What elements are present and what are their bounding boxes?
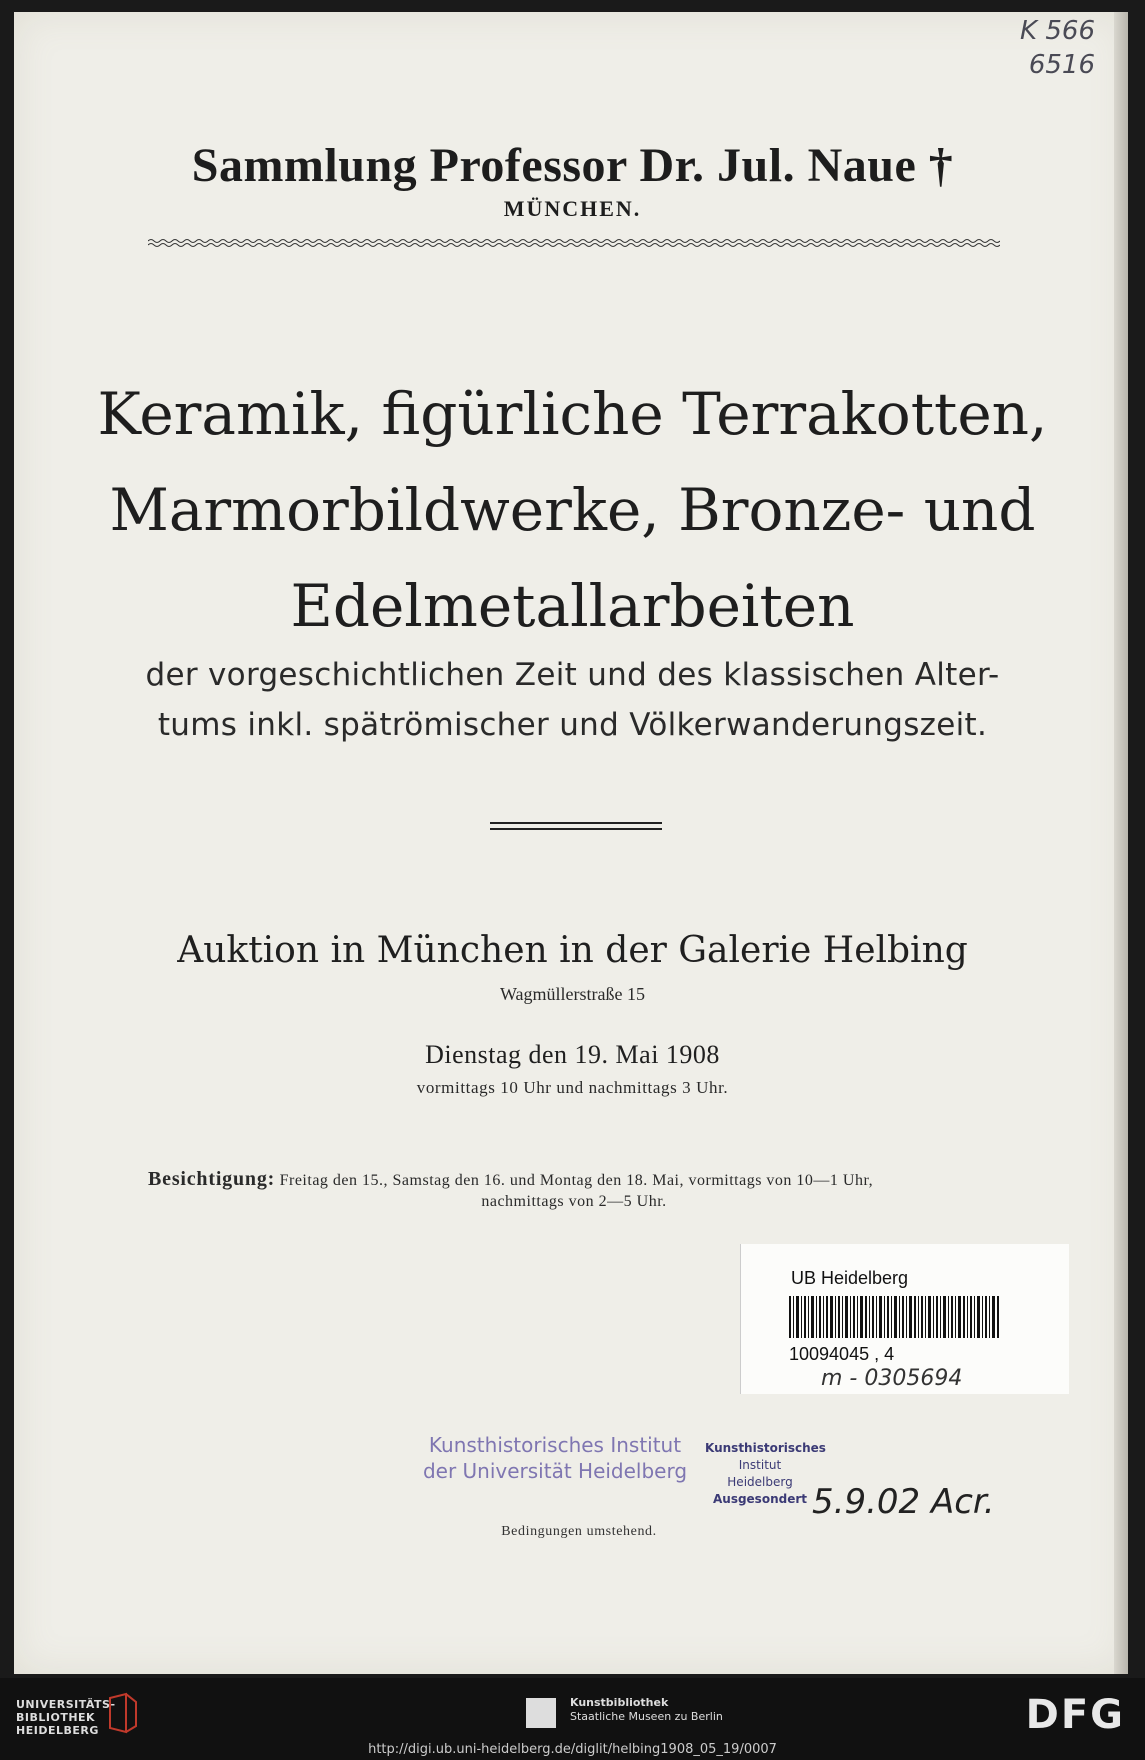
wavy-divider bbox=[148, 238, 1000, 248]
discard-stamp-line: Kunsthistorisches bbox=[705, 1441, 826, 1455]
page-spine bbox=[1114, 12, 1128, 1674]
dfg-logo[interactable]: DFG bbox=[1025, 1692, 1125, 1738]
title-line: Edelmetallarbeiten bbox=[290, 572, 855, 640]
permalink-url[interactable]: http://digi.ub.uni-heidelberg.de/diglit/helbing1908_05_19/0007 bbox=[368, 1742, 777, 1757]
ub-heidelberg-logo-icon[interactable] bbox=[106, 1692, 140, 1736]
viewing-label: Besichtigung: bbox=[148, 1168, 276, 1190]
ub-line: UNIVERSITÄTS- bbox=[16, 1698, 116, 1711]
collection-heading: Sammlung Professor Dr. Jul. Naue † bbox=[191, 139, 954, 192]
viewing-line-2: nachmittags von 2—5 Uhr. bbox=[481, 1193, 667, 1210]
kb-subtitle: Staatliche Museen zu Berlin bbox=[570, 1710, 723, 1723]
subtitle-line: der vorgeschichtlichen Zeit und des klassischen Alter- bbox=[145, 657, 1000, 693]
viewer-footer bbox=[0, 1678, 1145, 1760]
kb-title: Kunstbibliothek bbox=[570, 1696, 669, 1709]
ub-line: HEIDELBERG bbox=[16, 1724, 99, 1737]
kunstbibliothek-credit[interactable] bbox=[570, 1696, 723, 1724]
institute-stamp-line: Kunsthistorisches Institut bbox=[428, 1433, 682, 1457]
conditions-note: Bedingungen umstehend. bbox=[501, 1524, 657, 1539]
double-rule-bottom bbox=[490, 828, 662, 830]
library-barcode-label bbox=[740, 1244, 1069, 1394]
kunstbibliothek-logo-icon[interactable] bbox=[526, 1698, 556, 1728]
struck-shelfmark: K 566 bbox=[1020, 16, 1095, 46]
subtitle-line: tums inkl. spätrömischer und Völkerwanderungszeit. bbox=[157, 707, 988, 743]
discard-stamp-line: Heidelberg bbox=[727, 1475, 793, 1489]
main-title bbox=[0, 366, 1145, 654]
handwritten-shelfmark bbox=[1005, 14, 1095, 82]
ub-line: BIBLIOTHEK bbox=[16, 1711, 96, 1724]
viewing-info bbox=[148, 1168, 1000, 1211]
shelfmark: 6516 bbox=[1028, 50, 1095, 80]
institute-stamp-line: der Universität Heidelberg bbox=[422, 1459, 688, 1483]
handwritten-signature: 5.9.02 Acr. bbox=[812, 1482, 995, 1522]
institute-stamp bbox=[410, 1432, 700, 1484]
double-rule-top bbox=[490, 822, 662, 824]
discard-stamp-line: Ausgesondert bbox=[712, 1492, 807, 1506]
subtitle bbox=[0, 650, 1145, 750]
ub-heidelberg-logo-text[interactable] bbox=[16, 1698, 116, 1737]
viewing-line-1: Freitag den 15., Samstag den 16. und Montag den 18. Mai, vormittags von 10—1 Uhr, bbox=[279, 1172, 874, 1189]
title-line: Keramik, figürliche Terrakotten, bbox=[97, 380, 1048, 448]
discard-stamp bbox=[705, 1440, 826, 1508]
library-name: UB Heidelberg bbox=[791, 1268, 909, 1288]
discard-stamp-line: Institut bbox=[738, 1458, 782, 1472]
handwritten-number: m - 0305694 bbox=[821, 1366, 963, 1391]
auction-street: Wagmüllerstraße 15 bbox=[499, 984, 645, 1004]
library-number: 10094045 , 4 bbox=[789, 1344, 895, 1364]
title-line: Marmorbildwerke, Bronze- und bbox=[109, 476, 1036, 544]
auction-heading: Auktion in München in der Galerie Helbing bbox=[177, 930, 968, 971]
city-heading: MÜNCHEN. bbox=[503, 196, 642, 221]
document-page bbox=[14, 12, 1128, 1674]
auction-date: Dienstag den 19. Mai 1908 bbox=[425, 1040, 720, 1069]
auction-times: vormittags 10 Uhr und nachmittags 3 Uhr. bbox=[416, 1078, 729, 1097]
barcode-icon bbox=[789, 1296, 999, 1338]
